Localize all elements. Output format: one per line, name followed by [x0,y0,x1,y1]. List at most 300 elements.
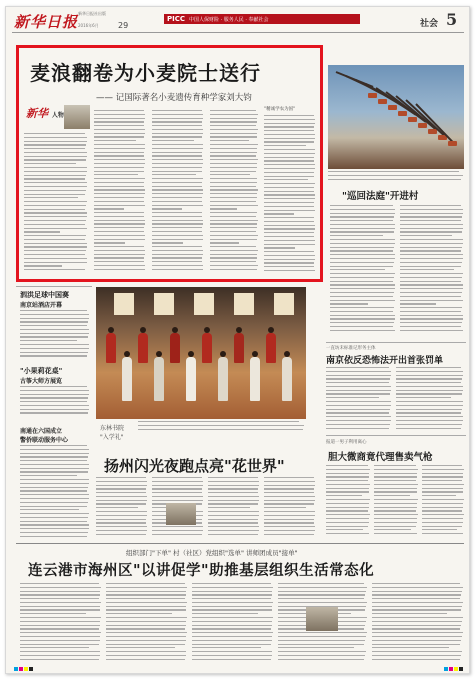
bottom-text-e [372,583,464,663]
body-text-line [94,114,145,115]
body-text-line [326,469,370,470]
body-text-line [326,405,391,406]
body-text-line [94,159,145,160]
body-text-line [210,261,256,262]
body-text-line [330,269,385,270]
body-text-line [20,502,88,503]
left-divider-top [16,286,92,287]
body-text-line [326,488,369,489]
body-text-line [400,307,462,308]
body-text-line [278,602,367,603]
body-text-line [192,598,271,599]
body-text-line [208,530,259,531]
body-text-line [20,464,89,465]
body-text-line [20,386,87,387]
body-text-line [326,529,363,530]
body-text-line [20,397,88,398]
body-text-line [24,137,87,138]
body-text-line [192,640,272,641]
body-text-line [94,148,145,149]
body-text-line [24,144,86,145]
body-text-line [94,118,145,119]
body-text-line [264,206,314,207]
body-text-line [210,254,257,255]
body-text-line [278,636,366,637]
body-text-line [422,510,462,511]
body-text-line [400,266,461,267]
body-text-line [326,480,368,481]
body-text-line [374,533,417,534]
body-text-line [192,609,272,610]
swing-seat [388,105,397,110]
body-text-line [278,644,364,645]
body-text-line [106,651,186,652]
body-text-line [372,609,461,610]
body-text-line [400,288,463,289]
body-text-line [374,529,411,530]
body-text-line [20,310,87,311]
body-text-line [400,296,461,297]
body-text-line [152,265,203,266]
left-head-2: "小果莉花桌" [20,367,63,375]
right-top-text-a [330,205,396,337]
right-mid-headline: 南京依反恐怖法开出首张罚单 [326,356,444,366]
body-text-line [422,533,463,534]
body-text-line [94,235,145,236]
body-text-line [208,507,250,508]
student-figure [202,333,212,363]
body-text-line [422,491,463,492]
body-text-line [330,224,395,225]
body-text-line [152,481,203,482]
body-text-line [20,468,89,469]
body-text-line [192,621,272,622]
sponsor-banner [164,14,360,24]
body-text-line [330,250,393,251]
body-text-line [208,515,259,516]
body-text-line [192,655,272,656]
body-text-line [210,174,250,175]
body-text-line [152,500,203,501]
body-text-line [330,296,393,297]
body-text-line [372,613,447,614]
body-text-line [96,488,146,489]
body-text-line [210,257,257,258]
sponsor-text: 中国人保财险 · 服务人民 · 奉献社会 [189,17,269,23]
body-text-line [278,632,367,633]
body-text-line [208,496,259,497]
body-text-line [264,187,314,188]
body-text-line [94,167,144,168]
body-text-line [210,201,256,202]
body-text-line [264,232,314,233]
body-text-line [264,492,314,493]
body-text-line [374,499,418,500]
body-text-line [20,390,89,391]
body-text-line [20,498,89,499]
body-text-line [210,118,257,119]
wall-scroll [274,293,294,315]
body-text-line [422,488,463,489]
body-text-line [326,526,368,527]
body-text-line [326,397,379,398]
body-text-line [210,186,256,187]
body-text-line [24,216,87,217]
body-text-line [152,235,203,236]
body-text-line [264,172,314,173]
body-text-line [264,485,315,486]
body-text-line [20,621,100,622]
body-text-line [330,330,395,331]
body-text-line [192,632,273,633]
body-text-line [20,483,89,484]
body-text-line [152,269,203,270]
body-text-line [152,530,203,531]
body-text-line [210,148,257,149]
body-text-line [138,429,303,430]
masthead-issue: 29 [118,21,129,30]
body-text-line [96,507,138,508]
body-text-line [396,412,461,413]
body-text-line [264,138,315,139]
print-mark-magenta-r [449,667,453,671]
body-text-line [208,526,259,527]
body-text-line [372,583,460,584]
body-text-line [152,144,203,145]
body-text-line [264,213,294,214]
body-text-line [210,121,257,122]
body-text-line [210,171,256,172]
body-text-line [152,246,202,247]
body-text-line [20,613,86,614]
body-text-line [20,318,89,319]
body-text-line [326,409,390,410]
body-text-line [20,506,87,507]
body-text-line [326,428,389,429]
body-text-line [24,254,85,255]
bottom-text-b [106,583,188,663]
body-text-line [20,401,87,402]
body-text-line [372,655,461,656]
body-text-line [152,197,202,198]
body-text-line [372,636,462,637]
student-figure [266,333,276,363]
body-text-line [374,503,417,504]
body-text-line [264,262,314,263]
body-text-line [94,178,145,179]
body-text-line [24,178,85,179]
body-text-line [94,171,144,172]
body-text-line [24,175,86,176]
body-text-line [192,613,258,614]
body-text-line [326,393,390,394]
body-text-line [330,254,395,255]
body-text-line [330,243,395,244]
body-text-line [396,401,463,402]
body-text-line [152,223,203,224]
lead-text-col4 [210,110,258,276]
body-text-line [24,201,87,202]
body-text-line [152,133,203,134]
body-text-line [400,315,463,316]
body-text-line [96,511,147,512]
body-text-line [24,156,87,157]
body-text-line [330,281,393,282]
body-text-line [106,587,187,588]
body-text-line [374,514,418,515]
body-text-line [264,157,314,158]
body-text-line [278,583,364,584]
body-text-line [278,647,354,648]
body-text-line [328,179,461,180]
body-text-line [94,220,145,221]
body-text-line [152,216,202,217]
body-text-line [422,476,463,477]
body-text-line [330,213,395,214]
body-text-line [264,198,315,199]
body-text-line [326,424,390,425]
body-text-line [396,397,451,398]
body-text-line [20,394,89,395]
body-text-line [24,171,87,172]
body-text-line [96,500,147,501]
body-text-line [326,484,370,485]
body-text-line [20,513,89,514]
body-text-line [20,594,100,595]
body-text-line [20,344,89,345]
body-text-line [208,503,258,504]
body-text-line [96,481,147,482]
body-text-line [396,386,463,387]
body-text-line [96,503,146,504]
body-text-line [264,481,315,482]
body-text-line [152,201,202,202]
bottom-kicker: 组织部门"下单" 村（社区）党组织"选单" 讲师团成员"接单" [126,549,298,557]
body-text-line [396,420,463,421]
body-text-line [20,449,89,450]
center-headline: 扬州闪光夜跑点亮"花世界" [104,457,285,475]
body-text-line [400,300,463,301]
body-text-line [264,119,315,120]
body-text-line [264,164,315,165]
body-text-line [20,445,87,446]
body-text-line [326,416,391,417]
ceremony-caption-line2: "入学礼" [100,434,124,441]
body-text-line [106,606,186,607]
body-text-line [94,227,144,228]
body-text-line [106,625,186,626]
body-text-line [422,514,464,515]
body-text-line [20,644,99,645]
body-text-line [400,213,463,214]
body-text-line [400,228,463,229]
body-text-line [264,217,314,218]
right-mid-kicker: 一直坊未标准记形务主体 [326,346,376,351]
body-text-line [106,644,185,645]
newspaper-page [5,6,470,674]
body-text-line [278,598,364,599]
body-text-line [20,536,87,537]
body-text-line [210,193,257,194]
body-text-line [330,322,394,323]
body-text-line [94,265,145,266]
body-text-line [210,152,257,153]
body-text-line [374,473,417,474]
body-text-line [94,182,144,183]
body-text-line [396,428,461,429]
body-text-line [264,153,315,154]
body-text-line [400,303,436,304]
body-text-line [330,220,393,221]
body-text-line [94,189,145,190]
body-text-line [192,625,272,626]
wall-scroll [234,293,254,315]
bottom-text-a [20,583,102,663]
body-text-line [330,311,393,312]
body-text-line [106,602,187,603]
body-text-line [152,477,202,478]
body-text-line [96,492,146,493]
body-text-line [396,371,463,372]
body-text-line [152,114,203,115]
body-text-line [210,167,257,168]
body-text-line [192,587,273,588]
right-low-kicker: 报道一男子利用离心 [326,440,367,445]
body-text-line [210,265,258,266]
body-text-line [94,246,144,247]
body-text-line [264,507,306,508]
left-head-2b: 古筝大师方展览 [20,378,63,385]
body-text-line [264,534,314,535]
student-figure [250,357,260,401]
body-text-line [264,519,314,520]
body-text-line [400,284,463,285]
body-text-line [24,231,60,232]
body-text-line [94,174,138,175]
body-text-line [326,514,370,515]
swing-seat [418,123,427,128]
body-text-line [326,401,391,402]
body-text-line [192,591,272,592]
body-text-line [210,189,258,190]
right-divider-1 [326,342,466,343]
body-text-line [264,134,315,135]
body-text-line [94,242,125,243]
body-text-line [396,367,461,368]
body-text-line [326,491,369,492]
body-text-line [210,163,257,164]
body-text-line [20,329,89,330]
body-text-line [20,655,100,656]
print-mark-black [29,667,33,671]
body-text-line [278,640,365,641]
body-text-line [152,242,183,243]
column-logo-text: 新华 [26,107,48,120]
body-text-line [94,136,144,137]
lead-subtitle: —— 记国际著名小麦遗传育种学家刘大钧 [96,93,252,103]
body-text-line [264,488,314,489]
body-text-line [326,390,391,391]
body-text-line [372,632,463,633]
body-text-line [210,208,237,209]
body-text-line [152,118,203,119]
body-text-line [20,460,87,461]
body-text-line [94,140,136,141]
body-text-line [264,179,308,180]
body-text-line [94,205,145,206]
center-text-a [96,477,148,541]
body-text-line [20,602,101,603]
body-text-line [24,159,86,160]
body-text-line [152,159,203,160]
masthead [6,7,470,33]
body-text-line [326,386,391,387]
page-number: 5 [446,10,458,29]
body-text-line [94,155,144,156]
body-text-line [264,141,314,142]
scientist-portrait [64,105,90,129]
lead-text-col3 [152,110,204,276]
body-text-line [330,216,394,217]
body-text-line [264,123,315,124]
body-text-line [20,409,89,410]
body-text-line [152,110,202,111]
center-text-d [264,477,316,541]
body-text-line [94,197,144,198]
body-text-line [152,155,202,156]
body-text-line [106,640,186,641]
body-text-line [396,390,463,391]
body-text-line [210,114,258,115]
body-text-line [96,485,147,486]
body-text-line [372,598,460,599]
body-text-line [106,598,185,599]
section-label: 社会 [420,19,439,29]
body-text-line [278,594,365,595]
body-text-line [138,421,299,422]
body-text-line [374,476,417,477]
body-text-line [24,224,85,225]
body-text-line [422,473,463,474]
body-text-line [152,492,202,493]
student-figure [186,357,196,401]
lead-text-col2 [94,110,146,276]
body-text-line [400,247,462,248]
body-text-line [330,235,383,236]
body-text-line [24,262,87,263]
body-text-line [208,522,258,523]
body-text-line [330,258,395,259]
body-text-line [96,477,146,478]
body-text-line [330,239,395,240]
body-text-line [20,509,79,510]
body-text-line [210,242,239,243]
body-text-line [374,488,417,489]
body-text-line [422,518,463,519]
body-text-line [372,659,460,660]
body-text-line [106,632,187,633]
body-text-line [24,246,87,247]
body-text-line [192,644,271,645]
body-text-line [192,606,272,607]
body-text-line [24,167,87,168]
student-figure [154,357,164,401]
swing-ride-photo [328,65,464,169]
body-text-line [264,259,315,260]
body-text-line [400,277,462,278]
ceremony-photo-caption [138,421,306,435]
body-text-line [328,171,459,172]
